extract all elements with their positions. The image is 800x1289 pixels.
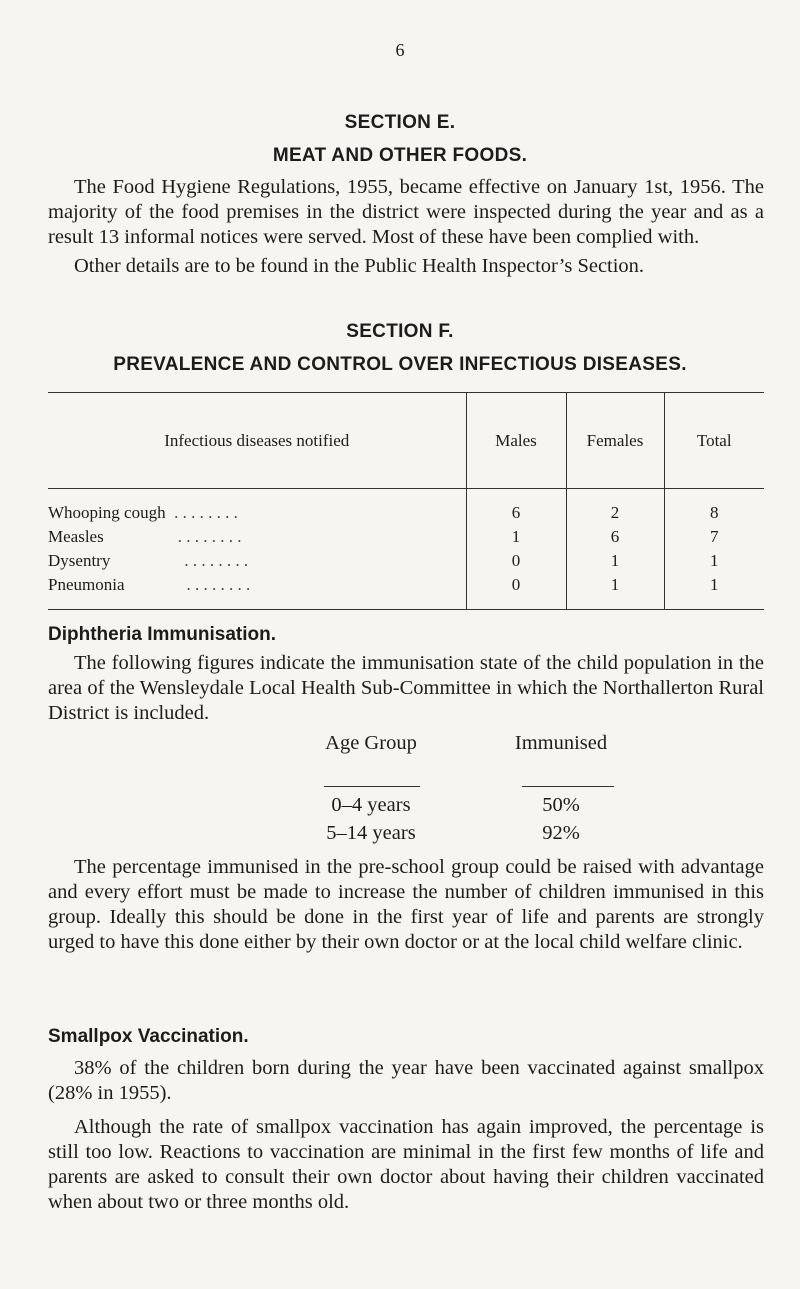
section-e-paragraph-2: Other details are to be found in the Public Health Inspector’s Section.: [74, 255, 645, 277]
disease-name: Pneumonia . . . . . . . .: [48, 575, 251, 594]
header-diseases: Infectious diseases notified: [48, 393, 466, 489]
diphtheria-paragraph-2: The percentage immunised in the pre-school group could be raised with advantage and every effort must be made to increase the number of children immunised in this group. Ideally this should be done in the first year of life and parents are strongly urged to have this done either by their own doctor or at the local child welfare clinic.: [48, 856, 764, 953]
section-e-subtitle: MEAT AND OTHER FOODS.: [272, 145, 528, 166]
header-females: Females: [566, 393, 664, 489]
smallpox-paragraph-2: Although the rate of smallpox vaccination has again improved, the percentage is still too low. Reactions to vaccination are minimal in the first few months of life and parents are asked to consult their own doctor about having their children vaccinated when about two or three months old.: [48, 1116, 764, 1213]
total-count: 8: [664, 489, 764, 526]
smallpox-heading: Smallpox Vaccination.: [48, 1026, 249, 1047]
dot-leader: . . . . . . . .: [184, 551, 249, 570]
disease-name: Dysentry . . . . . . . .: [48, 551, 249, 570]
females-count: 2: [566, 489, 664, 526]
males-count: 1: [466, 525, 566, 549]
total-count: 1: [664, 549, 764, 573]
females-count: 1: [566, 573, 664, 610]
males-count: 0: [466, 549, 566, 573]
table-row: [48, 525, 764, 549]
total-count: 1: [664, 573, 764, 610]
total-count: 7: [664, 525, 764, 549]
diphtheria-paragraph-1: The following figures indicate the immunisation state of the child population in the area of the Wensleydale Local Health Sub-Committee in which the Northallerton Rural District is included.: [48, 652, 764, 724]
females-count: 6: [566, 525, 664, 549]
section-e-paragraph-1: The Food Hygiene Regulations, 1955, became effective on January 1st, 1956. The majority of the food premises in the district were inspected during the year and as a result 13 informal notices were served. Most of these have been complied with.: [48, 176, 764, 248]
header-rule: [324, 786, 420, 787]
table-row: [48, 489, 764, 526]
page-number: 6: [395, 40, 405, 60]
males-count: 0: [466, 573, 566, 610]
header-males: Males: [466, 393, 566, 489]
smallpox-paragraph-1: 38% of the children born during the year have been vaccinated against smallpox (28% in 1955).: [48, 1057, 764, 1104]
dot-leader: . . . . . . . .: [186, 575, 251, 594]
age-group-cell: 0–4 years: [331, 794, 411, 816]
disease-name: Whooping cough . . . . . . . .: [48, 503, 238, 522]
dot-leader: . . . . . . . .: [174, 503, 238, 522]
table-row: [48, 573, 764, 610]
header-total: Total: [664, 393, 764, 489]
infectious-diseases-table: [48, 392, 764, 610]
header-age-group: Age Group: [325, 732, 417, 754]
males-count: 6: [466, 489, 566, 526]
header-rule: [522, 786, 614, 787]
disease-name: Measles . . . . . . . .: [48, 527, 242, 546]
immunised-cell: 92%: [542, 822, 580, 844]
table-row: [48, 549, 764, 573]
age-group-cell: 5–14 years: [326, 822, 416, 844]
diphtheria-heading: Diphtheria Immunisation.: [48, 624, 277, 645]
header-immunised: Immunised: [514, 732, 608, 754]
section-f-subtitle: PREVALENCE AND CONTROL OVER INFECTIOUS DISEASES.: [113, 354, 687, 375]
immunised-cell: 50%: [542, 794, 580, 816]
section-f-title: SECTION F.: [346, 321, 454, 342]
table-header-row: [48, 393, 764, 489]
females-count: 1: [566, 549, 664, 573]
dot-leader: . . . . . . . .: [177, 527, 242, 546]
section-e-title: SECTION E.: [344, 112, 456, 133]
